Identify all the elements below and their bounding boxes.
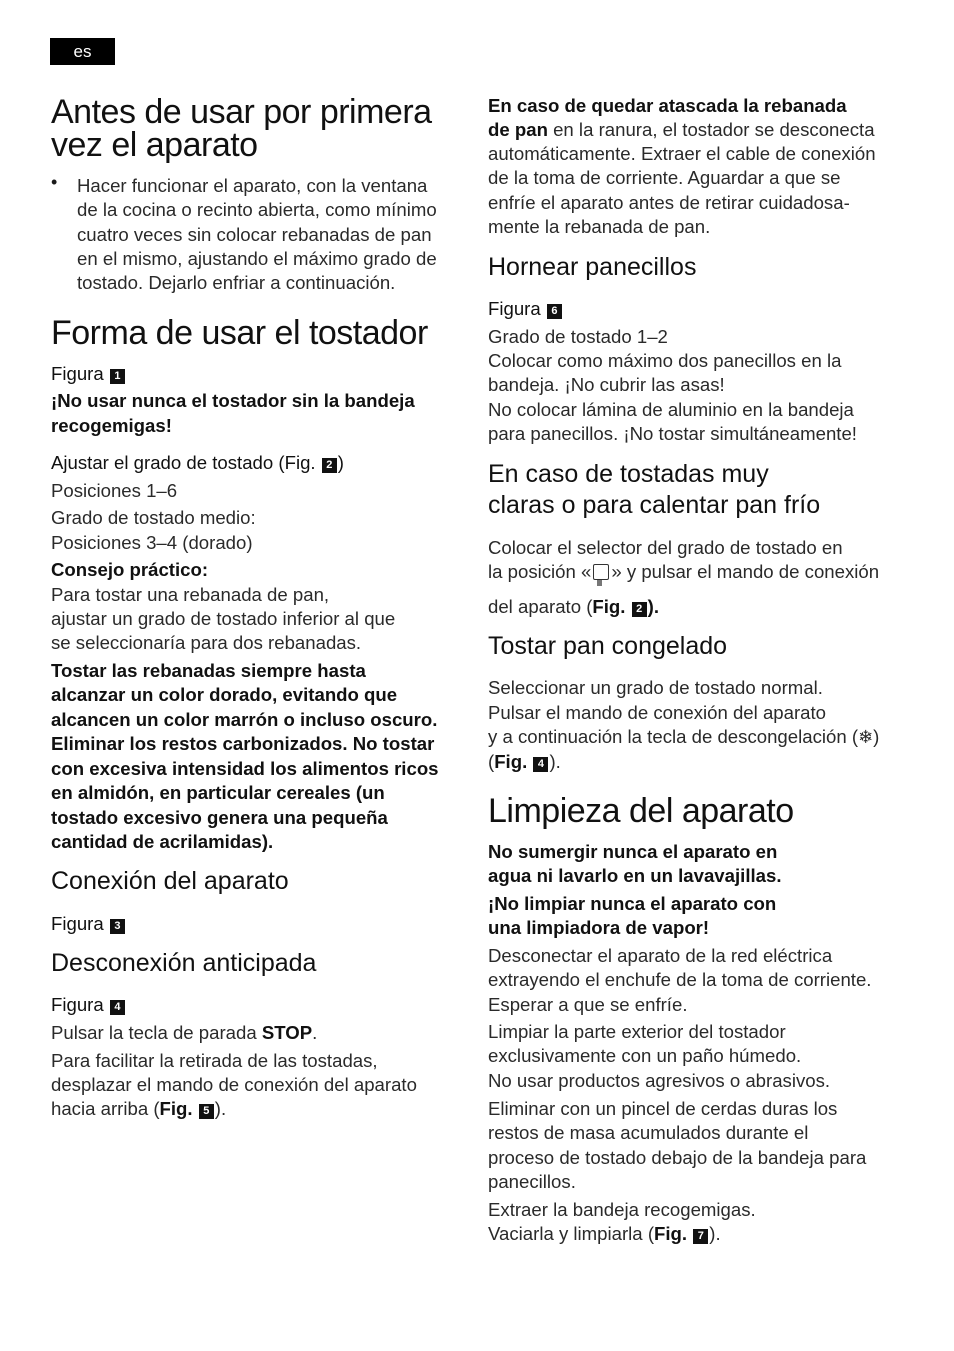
text-line [488, 750, 561, 774]
section-title-desconexion: Desconexión anticipada [51, 949, 317, 977]
stop-line [51, 1021, 317, 1045]
bold-text-line: con excesiva intensidad los alimentos ricos [51, 758, 439, 779]
text-line: Limpiar la parte exterior del tostador [488, 1021, 786, 1042]
fig-label: Fig. [159, 1098, 193, 1119]
light-toast-selector-icon [593, 564, 609, 580]
section-title-antes-l2: vez el aparato [51, 126, 258, 164]
fig-label: Fig. [592, 596, 626, 617]
figure-ref [488, 297, 563, 321]
text-line: No colocar lámina de aluminio en la bandeja [488, 399, 854, 420]
figure-ref [51, 993, 126, 1017]
stop-key-label: STOP [261, 1022, 313, 1043]
text-line: Para tostar una rebanada de pan, [51, 584, 330, 605]
bold-text-line: alcancen un color marrón o incluso oscuro. [51, 709, 438, 730]
text-line: proceso de tostado debajo de la bandeja para [488, 1147, 867, 1168]
text-span: hacia arriba ( [51, 1098, 160, 1119]
section-title-limpieza: Limpieza del aparato [488, 792, 794, 830]
figure-number: 2 [322, 458, 337, 473]
ajustar-label: Ajustar el grado de tostado (Fig. [51, 452, 316, 473]
figura-label: Figura [488, 298, 541, 319]
warning-line: ¡No usar nunca el tostador sin la bandeja [51, 390, 415, 411]
bullet-line: tostado. Dejarlo enfriar a continuación. [77, 272, 396, 293]
text-span: Pulsar la tecla de parada [51, 1022, 257, 1043]
warning-line: recogemigas! [51, 415, 172, 436]
snowflake-defrost-icon: ❄ [858, 727, 874, 747]
text-span: ( [488, 751, 495, 772]
text-line: enfríe el aparato antes de retirar cuidadosa- [488, 192, 850, 213]
language-badge: es [50, 38, 115, 65]
text-line: Desconectar el aparato de la red eléctrica [488, 945, 833, 966]
section-title-forma: Forma de usar el tostador [51, 314, 428, 352]
fig-label: Fig. [494, 751, 528, 772]
text-span: la posición « [488, 561, 592, 582]
text-line: Extraer la bandeja recogemigas. [488, 1199, 756, 1220]
figure-number: 3 [110, 919, 125, 934]
text-span: ). [709, 1223, 721, 1244]
text-line [488, 595, 659, 619]
text-span: . [312, 1022, 318, 1043]
figure-number: 7 [693, 1229, 708, 1244]
text-line: Seleccionar un grado de tostado normal. [488, 677, 823, 698]
text-line [488, 118, 875, 142]
bullet-line: de la cocina o recinto abierta, como mínimo [77, 199, 437, 220]
text-line: Eliminar con un pincel de cerdas duras los [488, 1098, 838, 1119]
bold-text-line: Tostar las rebanadas siempre hasta [51, 660, 366, 681]
text-line [488, 1222, 721, 1246]
section-title-claras-l2: claras o para calentar pan frío [488, 491, 821, 519]
text-line [51, 1097, 226, 1121]
section-title-hornear: Hornear panecillos [488, 253, 697, 281]
bold-text-line: Eliminar los restos carbonizados. No tostar [51, 733, 435, 754]
section-title-conexion: Conexión del aparato [51, 867, 289, 895]
text-line: panecillos. [488, 1171, 576, 1192]
bold-text-line: ¡No limpiar nunca el aparato con [488, 893, 777, 914]
text-line: ajustar un grado de tostado inferior al que [51, 608, 396, 629]
figure-ref [51, 362, 126, 386]
bold-text-line: en almidón, en particular cereales (un [51, 782, 385, 803]
text-line: Colocar el selector del grado de tostado en [488, 537, 843, 558]
figure-number: 5 [199, 1104, 214, 1119]
text-span: en la ranura, el tostador se desconecta [547, 119, 875, 140]
bold-text-line: tostado excesivo genera una pequeña [51, 807, 388, 828]
text-line: mente la rebanada de pan. [488, 216, 711, 237]
text-span: ). [214, 1098, 227, 1119]
consejo-heading: Consejo práctico: [51, 559, 209, 580]
figure-number: 1 [110, 369, 125, 384]
text-line: exclusivamente con un paño húmedo. [488, 1045, 802, 1066]
paren-close: ) [337, 452, 344, 473]
text-line: Colocar como máximo dos panecillos en la [488, 350, 842, 371]
text-line: de la toma de corriente. Aguardar a que se [488, 167, 841, 188]
text-line: extrayendo el enchufe de la toma de corriente. [488, 969, 872, 990]
text-line: Para facilitar la retirada de las tostadas, [51, 1050, 378, 1071]
bullet-line: en el mismo, ajustando el máximo grado de [77, 248, 437, 269]
text-span: » y pulsar el mando de conexión [611, 561, 880, 582]
figure-number: 6 [547, 304, 562, 319]
text-line: restos de masa acumulados durante el [488, 1122, 809, 1143]
bold-text-line: alcanzar un color dorado, evitando que [51, 684, 398, 705]
bullet-line: Hacer funcionar el aparato, con la ventana [77, 175, 428, 196]
bold-text-line: No sumergir nunca el aparato en [488, 841, 778, 862]
section-title-claras-l1: En caso de tostadas muy [488, 460, 769, 488]
text-line: automáticamente. Extraer el cable de conexión [488, 143, 876, 164]
bold-text-line: una limpiadora de vapor! [488, 917, 710, 938]
figura-label: Figura [51, 363, 104, 384]
text-span: ). [647, 596, 659, 617]
figura-label: Figura [51, 994, 104, 1015]
figure-number: 2 [632, 602, 647, 617]
text-line [488, 560, 879, 584]
text-span: del aparato ( [488, 596, 593, 617]
fig-label: Fig. [654, 1223, 688, 1244]
text-line: Esperar a que se enfríe. [488, 994, 688, 1015]
text-line: Posiciones 3–4 (dorado) [51, 532, 253, 553]
text-span: y a continuación la tecla de descongelación ( [488, 726, 859, 747]
text-line: para panecillos. ¡No tostar simultáneamente! [488, 423, 857, 444]
section-title-antes-l1: Antes de usar por primera [51, 93, 432, 131]
bold-text-line: cantidad de acrilamidas). [51, 831, 274, 852]
figura-label: Figura [51, 913, 104, 934]
bullet-marker: • [51, 172, 58, 192]
figure-number: 4 [533, 757, 548, 772]
text-line: desplazar el mando de conexión del aparato [51, 1074, 417, 1095]
text-line: No usar productos agresivos o abrasivos. [488, 1070, 831, 1091]
bullet-line: cuatro veces sin colocar rebanadas de pan [77, 224, 432, 245]
figure-number: 4 [110, 1000, 125, 1015]
text-line: se seleccionaría para dos rebanadas. [51, 632, 362, 653]
text-span: ). [549, 751, 561, 772]
text-line: Posiciones 1–6 [51, 480, 178, 501]
bold-text-line: agua ni lavarlo en un lavavajillas. [488, 865, 782, 886]
text-line: Grado de tostado 1–2 [488, 326, 668, 347]
bold-span: de pan [488, 119, 548, 140]
text-line: bandeja. ¡No cubrir las asas! [488, 374, 725, 395]
text-span: Vaciarla y limpiarla ( [488, 1223, 655, 1244]
text-line: Grado de tostado medio: [51, 507, 256, 528]
text-line [488, 725, 879, 749]
ajustar-heading [51, 451, 344, 475]
text-span: ) [873, 726, 880, 747]
bold-text-line: En caso de quedar atascada la rebanada [488, 95, 847, 116]
figure-ref [51, 912, 126, 936]
section-title-congelado: Tostar pan congelado [488, 632, 728, 660]
text-line: Pulsar el mando de conexión del aparato [488, 702, 827, 723]
